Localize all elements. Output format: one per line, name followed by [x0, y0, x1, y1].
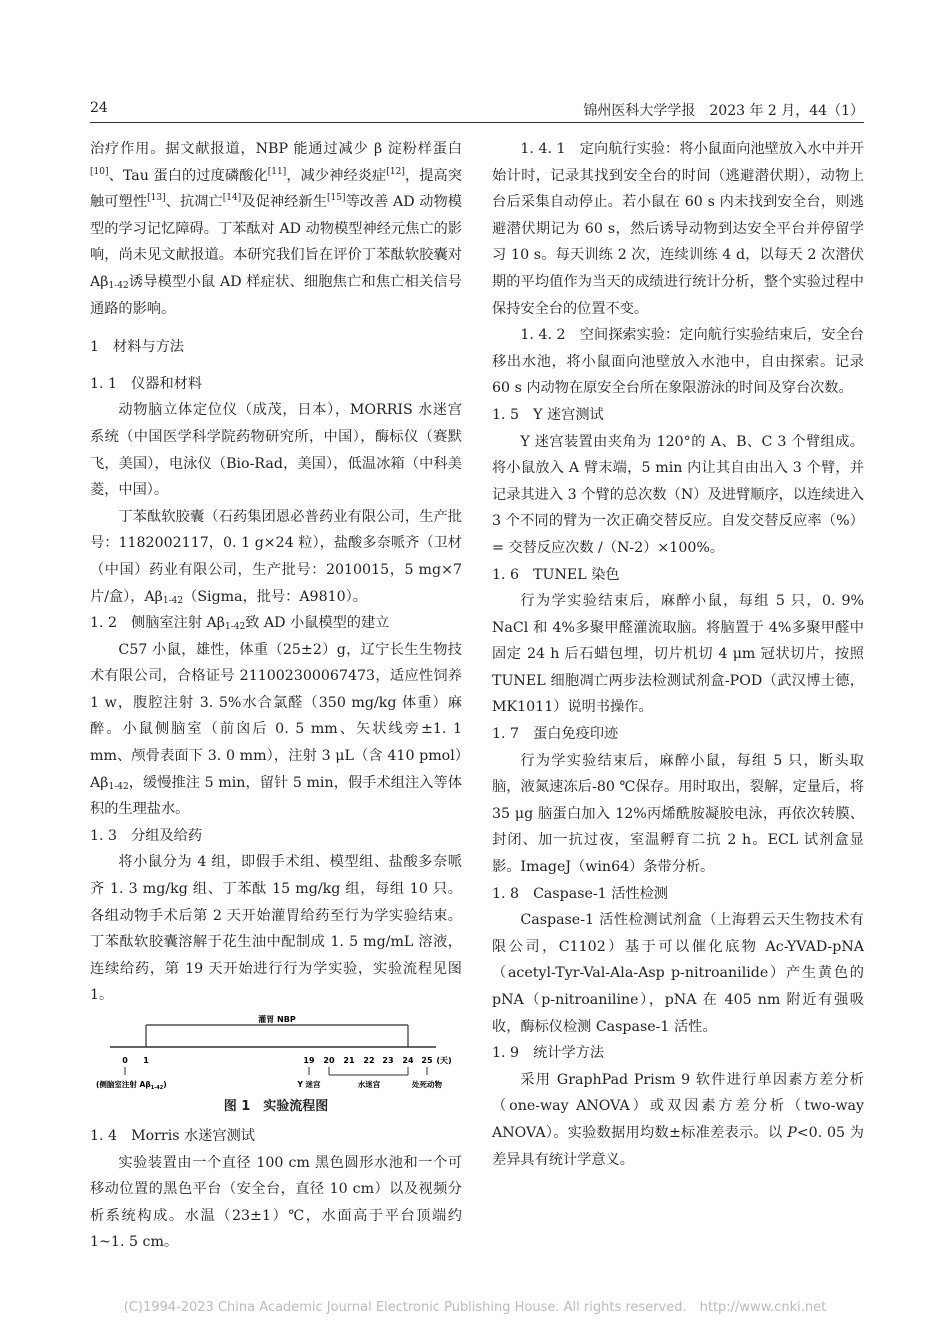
timeline-diagram [90, 1015, 462, 1095]
label-water-maze: 水迷宫 [357, 1080, 381, 1089]
section-1-1-para-1: 动物脑立体定位仪（成茂，日本），MORRIS 水迷宫系统（中国医学科学院药物研究所，中国），酶标仪（赛默飞，美国），电泳仪（Bio-Rad，美国），低温冰箱（中科美菱，中国）。 [90, 402, 462, 499]
figure-1-timeline [90, 1015, 462, 1095]
figure-1-caption: 图 1 实验流程图 [223, 1099, 329, 1114]
tick-24: 24 [402, 1056, 414, 1065]
tick-22: 22 [363, 1056, 375, 1065]
right-column [492, 136, 864, 1173]
section-1-4-1-para: 1. 4. 1 定向航行实验：将小鼠面向池壁放入水中并开始计时，记录其找到安全台的时间（逃避潜伏期），动物上台后采集自动停止。若小鼠在 60 s 内未找到安全台，则逃避潜伏期记为 60 s，然后诱导动物到达安全平台并停留学习 10 s。每天训练 2 次，连续训练 4 d，以每天 2 次潜伏期的平均值作为当天的成绩进行统计分析，整个实验过程中保持安全台的位置不变。 [492, 141, 864, 317]
page-number: 24 [90, 100, 108, 116]
copyright-footer: (C)1994-2023 China Academic Journal Electronic Publishing House. All rights reserved. http://www.cnki.net [123, 1300, 827, 1315]
tick-23: 23 [382, 1056, 394, 1065]
ref-14: [14] [222, 193, 242, 204]
ref-15: [15] [327, 193, 346, 204]
journal-info: 锦州医科大学学报 2023 年 2 月，44（1） [583, 103, 864, 119]
section-1-5-heading: 1. 5 Y 迷宫测试 [492, 406, 604, 423]
section-1-8-para: Caspase-1 活性检测试剂盒（上海碧云天生物技术有限公司，C1102）基于可以催化底物 Ac-YVAD-pNA（acetyl-Tyr-Val-Ala-Asp p-nitroanilide）产生黄色的 pNA（p-nitroaniline），pNA 在 405 nm 附近有强吸收，酶标仪检测 Caspase-1 活性。 [492, 912, 864, 1035]
section-1-2-para: C57 小鼠，雄性，体重（25±2）g，辽宁长生生物技术有限公司，合格证号 211002300067473，适应性饲养 1 w，腹腔注射 3. 5%水合氯醛（350 mg/kg 体重）麻醉。小鼠侧脑室（前囟后 0. 5 mm、矢状线旁±1. 1 mm、颅骨表面下 3. 0 mm），注射 3 μL（含 410 $pmol)A\beta_{1-42}$，缓慢推注 5 min，留针 5 min，假手术组注入等体积的生理盐水。 [90, 641, 462, 818]
section-1-4-para: 实验装置由一个直径 100 cm 黑色圆形水池和一个可移动位置的黑色平台（安全台，直径 10 cm）以及视频分析系统构成。水温（23±1）℃，水面高于平台顶端约 1~1. 5 cm。 [90, 1154, 462, 1251]
section-1-5-para: Y 迷宫装置由夹角为 120°的 A、B、C 3 个臂组成。将小鼠放入 A 臂末端，5 min 内让其自由出入 3 个臂，并记录其进入 3 个臂的总次数（N）及进臂顺序，以连续进入 3 个不同的臂为一次正确交替反应。自发交替反应率（%）= 交替反应次数 /（N-2）×100%。 [492, 433, 864, 556]
section-1-2-heading: 1. 2 侧脑室注射 $A\beta_{1-42}$致 AD 小鼠模型的建立 [90, 615, 390, 633]
nbp-label: 灌胃 NBP [258, 1015, 296, 1024]
ref-12: [12] [386, 166, 405, 177]
tick-21: 21 [343, 1056, 355, 1065]
tick-19: 19 [303, 1056, 315, 1065]
running-header [90, 98, 864, 123]
section-1-6-heading: 1. 6 TUNEL 染色 [492, 566, 620, 583]
tick-20: 20 [323, 1056, 335, 1065]
ref-10: [10] [90, 166, 109, 177]
left-column [90, 136, 462, 1256]
label-y-maze: Y 迷宫 [297, 1080, 321, 1089]
section-1-3-para: 将小鼠分为 4 组，即假手术组、模型组、盐酸多奈哌齐 1. 3 mg/kg 组、丁苯酞 15 mg/kg 组，每组 10 只。各组动物手术后第 2 天开始灌胃给药至行为学实验结束。丁苯酞软胶囊溶解于花生油中配制成 1. 5 mg/mL 溶液，连续给药，第 19 天开始进行行为学实验，实验流程见图 1。 [90, 854, 462, 1004]
ref-13: [13] [147, 193, 166, 204]
section-1-6-para: 行为学实验结束后，麻醉小鼠，每组 5 只，0. 9% NaCl 和 4%多聚甲醛灌流取脑。将脑置于 4%多聚甲醛中固定 24 h 后石蜡包埋，切片机切 4 μm 冠状切片，按照 TUNEL 细胞凋亡两步法检测试剂盒-POD（武汉博士德，MK1011）说明书操作。 [492, 593, 864, 716]
tick-1: 1 [143, 1056, 149, 1065]
section-1-9-heading: 1. 9 统计学方法 [492, 1045, 605, 1062]
label-injection: (侧脑室注射 $A\beta_{1-42}$) [96, 1080, 167, 1091]
ref-11: [11] [267, 166, 287, 177]
section-1-heading: 1 材料与方法 [90, 339, 184, 356]
section-1-4-2-para: 1. 4. 2 空间探索实验：定向航行实验结束后，安全台移出水池，将小鼠面向池壁放入水池中，自由探索。记录 60 s 内动物在原安全台所在象限游泳的时间及穿台次数。 [492, 327, 864, 397]
section-1-8-heading: 1. 8 Caspase-1 活性检测 [492, 885, 668, 902]
section-1-7-heading: 1. 7 蛋白免疫印迹 [492, 726, 619, 743]
tick-0: 0 [122, 1056, 128, 1065]
section-1-7-para: 行为学实验结束后，麻醉小鼠，每组 5 只，断头取脑，液氮速冻后-80 ℃保存。用时取出，裂解，定量后，将 35 μg 脑蛋白加入 12%丙烯酰胺凝胶电泳，再依次转膜、封闭、加一抗过夜，室温孵育二抗 2 h。ECL 试剂盒显影。ImageJ（win64）条带分析。 [492, 752, 864, 876]
tick-unit: (天) [436, 1056, 452, 1065]
section-1-9-para: 采用 GraphPad Prism 9 软件进行单因素方差分析（one-way ANOVA）或双因素方差分析（two-way ANOVA）。实验数据用均数±标准差表示。以 P<0. 05 为差异具有统计学意义。 [492, 1071, 864, 1168]
section-1-1-para-2: 丁苯酞软胶囊（石药集团恩必普药业有限公司，生产批号：1182002117，0. 1 g×24 粒），盐酸多奈哌齐（卫材（中国）药业有限公司，生产批号：2010015，5 mg×7 片/盒），$A\beta_{1-42}(Sigma$，批号：A9810）。 [90, 508, 462, 606]
tick-25: 25 [421, 1056, 433, 1065]
intro-paragraph: 治疗作用。据文献报道，NBP 能通过减少 β 淀粉样蛋白[10]、Tau 蛋白的过度磷酸化[11]，减少神经炎症[12]，提高突触可塑性[13]、抗凋亡[14]及促神经新生[15]等改善 AD 动物模型的学习记忆障碍。丁苯酞对 AD 动物模型神经元焦亡的影响，尚未见文献报道。本研究我们旨在评价丁苯酞软胶囊对 $A\beta_{1-42}$诱导模型小鼠 AD 样症状、细胞焦亡和焦亡相关信号通路的影响。 [90, 141, 462, 317]
label-sacrifice: 处死动物 [412, 1080, 442, 1089]
section-1-4-heading: 1. 4 Morris 水迷宫测试 [90, 1128, 255, 1144]
section-1-1-heading: 1. 1 仪器和材料 [90, 375, 203, 392]
section-1-3-heading: 1. 3 分组及给药 [90, 827, 203, 844]
